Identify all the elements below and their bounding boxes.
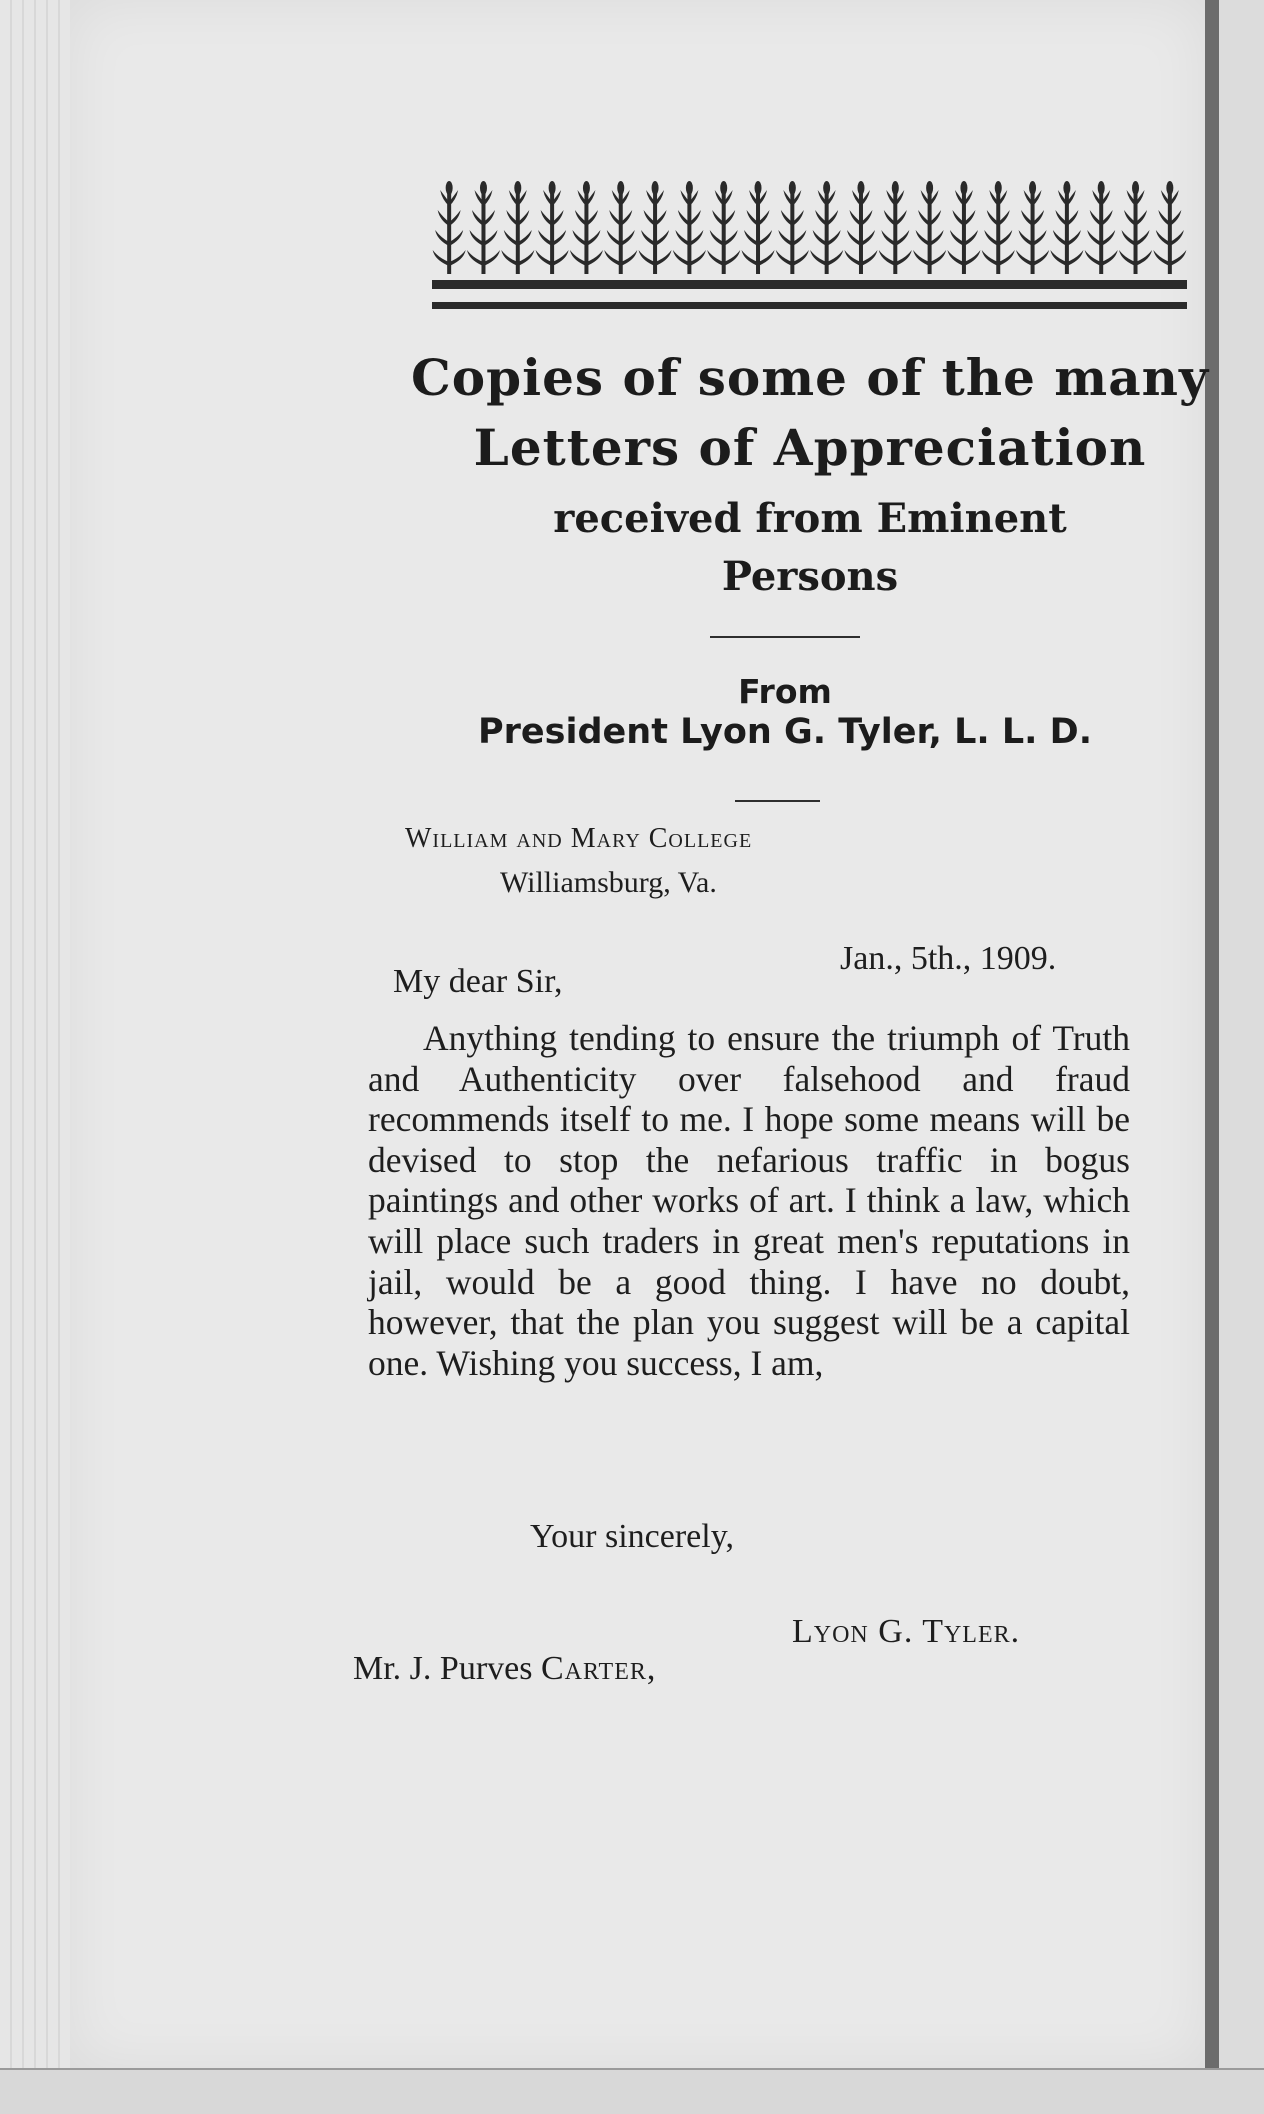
divider-rule-top bbox=[710, 636, 860, 638]
ornament-leaf-motif bbox=[776, 181, 809, 274]
heading-line-2: Letters of Appreciation bbox=[473, 418, 1147, 477]
floral-ornament-border bbox=[432, 180, 1187, 335]
ornament-leaf-motif bbox=[467, 181, 500, 274]
ornament-leaf-motif bbox=[639, 181, 672, 274]
ornament-leaf-motif bbox=[810, 181, 843, 274]
ornament-leaf-motif bbox=[913, 181, 946, 274]
ornament-leaf-motif bbox=[1153, 181, 1186, 274]
from-label: From bbox=[738, 672, 832, 711]
letter-date: Jan., 5th., 1909. bbox=[840, 940, 1057, 977]
letter-body: Anything tending to ensure the triumph of Truth and Authenticity over falsehood and fraud recommends itself to me. I hope some means will be devised to stop the nefarious traffic in bogus paintings and other works of art. I think a law, which will place such traders in great men's reputations in jail, would be a good thing. I have no doubt, however, that the plan you suggest will be a capital one. Wishing you success, I am, bbox=[368, 1018, 1130, 1383]
ornament-leaf-motif bbox=[433, 181, 466, 274]
ornament-leaf-motif bbox=[707, 181, 740, 274]
sender-name: President Lyon G. Tyler, L. L. D. bbox=[478, 712, 1092, 752]
heading-line-4: Persons bbox=[721, 553, 899, 600]
ornament-leaf-motif bbox=[982, 181, 1015, 274]
ornament-leaf-motif bbox=[879, 181, 912, 274]
ornament-leaf-motif bbox=[536, 181, 569, 274]
ornament-leaf-motif bbox=[570, 181, 603, 274]
institution-location: Williamsburg, Va. bbox=[500, 866, 717, 899]
addressee-prefix: Mr. J. Purves bbox=[353, 1650, 533, 1687]
ornament-leaf-motif bbox=[1085, 181, 1118, 274]
signature: Lyon G. Tyler. bbox=[792, 1613, 1021, 1650]
addressee-surname: Carter, bbox=[540, 1650, 657, 1687]
ornament-leaf-motif bbox=[742, 181, 775, 274]
heading-line-1: Copies of some of the many bbox=[411, 348, 1209, 407]
closing: Your sincerely, bbox=[530, 1518, 734, 1555]
ornament-leaf-motif bbox=[947, 181, 980, 274]
ornament-leaf-motif bbox=[673, 181, 706, 274]
institution-name: William and Mary College bbox=[405, 823, 753, 854]
addressee bbox=[353, 1650, 656, 1688]
salutation: My dear Sir, bbox=[393, 963, 563, 1000]
ornament-leaf-motif bbox=[604, 181, 637, 274]
ornament-leaf-motif bbox=[501, 181, 534, 274]
divider-rule-bottom bbox=[735, 800, 820, 802]
ornament-leaf-motif bbox=[844, 181, 877, 274]
heading-line-3: received from Eminent bbox=[553, 495, 1067, 542]
ornament-leaf-motif bbox=[1050, 181, 1083, 274]
ornament-leaf-motif bbox=[1119, 181, 1152, 274]
right-page-edge bbox=[1219, 0, 1264, 2068]
bottom-page-strip bbox=[0, 2068, 1264, 2114]
ornament-leaf-motif bbox=[1016, 181, 1049, 274]
